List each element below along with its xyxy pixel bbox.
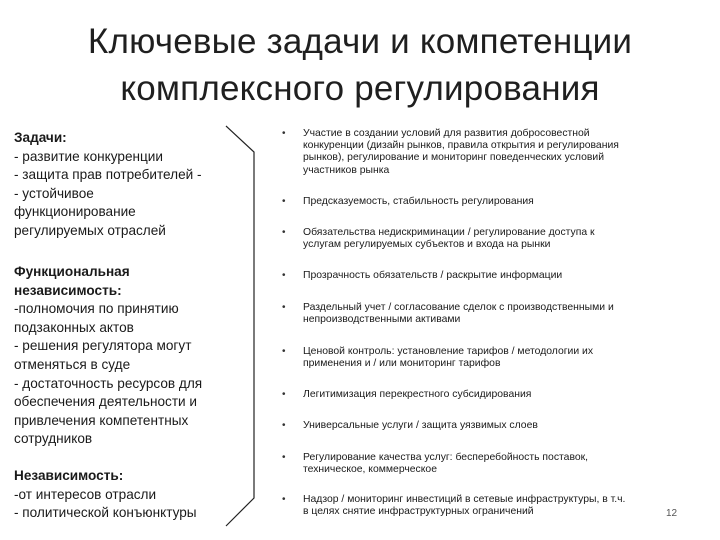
bullet-icon: • (282, 302, 286, 313)
bullet-icon: • (282, 452, 286, 463)
list-item-line: рынков), регулирование и мониторинг поведенческих условий (303, 152, 605, 164)
list-item-line: в целях снятие инфраструктурных ограничений (303, 506, 534, 518)
functional-line: подзаконных актов (14, 319, 134, 335)
tasks-line: - устойчивое (14, 185, 94, 201)
list-item-line: Участие в создании условий для развития добросовестной (303, 128, 590, 139)
left-panel (14, 129, 236, 529)
slide-title-line-1: Ключевые задачи и компетенции (87, 22, 633, 61)
list-item-line: применения и / или мониторинг тарифов (303, 358, 501, 370)
independence-heading: Независимость: (14, 468, 124, 483)
list-item-line: Прозрачность обязательств / раскрытие информации (303, 270, 563, 281)
slide-title-line-2: комплексного регулирования (120, 69, 600, 108)
bullet-icon: • (282, 196, 286, 207)
tasks-line: функционирование (14, 204, 136, 220)
bullet-icon: • (282, 494, 286, 505)
functional-line: отменяться в суде (14, 356, 131, 372)
tasks-line: - защита прав потребителей - (14, 167, 202, 183)
list-item-line: Регулирование качества услуг: бесперебойность поставок, (303, 452, 589, 463)
functional-line: -полномочия по принятию (14, 301, 179, 317)
independence-line: -от интересов отрасли (14, 486, 157, 502)
list-item-line: Легитимизация перекрестного субсидирования (303, 389, 532, 400)
list-item-line: Универсальные услуги / защита уязвимых слоев (303, 420, 538, 431)
functional-line: привлечения компетентных (14, 412, 189, 428)
page-number: 12 (666, 508, 678, 519)
bullet-icon: • (282, 346, 286, 357)
list-item-line: Предсказуемость, стабильность регулирования (303, 196, 534, 207)
functional-line: - решения регулятора могут (14, 338, 192, 354)
list-item-line: конкуренции (дизайн рынков, правила открытия и регулирования (303, 140, 619, 152)
functional-heading: независимость: (14, 282, 122, 298)
list-item-line: Раздельный учет / согласование сделок с производственными и (303, 302, 614, 313)
bullet-icon: • (282, 389, 286, 400)
bullet-icon: • (282, 270, 286, 281)
functional-line: - достаточность ресурсов для (14, 375, 203, 391)
list-item-line: участников рынка (303, 164, 390, 176)
bullet-icon: • (282, 227, 286, 238)
tasks-line: - развитие конкуренции (14, 148, 163, 164)
bullet-icon: • (282, 128, 286, 139)
tasks-block (14, 129, 202, 241)
functional-line: обеспечения деятельности и (14, 394, 198, 410)
list-item-line: техническое, коммерческое (303, 464, 437, 476)
independence-block (14, 467, 197, 523)
functional-independence-block (14, 263, 202, 449)
tasks-heading: Задачи: (14, 130, 67, 145)
list-item-line: Ценовой контроль: установление тарифов / методологии их (303, 346, 594, 357)
list-item-line: услугам регулируемых субъектов и входа на рынки (303, 239, 551, 251)
functional-line: сотрудников (14, 431, 93, 447)
independence-line: - политической конъюнктуры (14, 505, 197, 521)
list-item-line: непроизводственными активами (303, 314, 461, 326)
tasks-line: регулируемых отраслей (14, 222, 166, 238)
list-item-line: Обязательства недискриминации / регулирование доступа к (303, 227, 595, 238)
list-item-line: Надзор / мониторинг инвестиций в сетевые инфраструктуры, в т.ч. (303, 494, 626, 505)
functional-heading: Функциональная (14, 264, 130, 279)
bullet-icon: • (282, 420, 286, 431)
